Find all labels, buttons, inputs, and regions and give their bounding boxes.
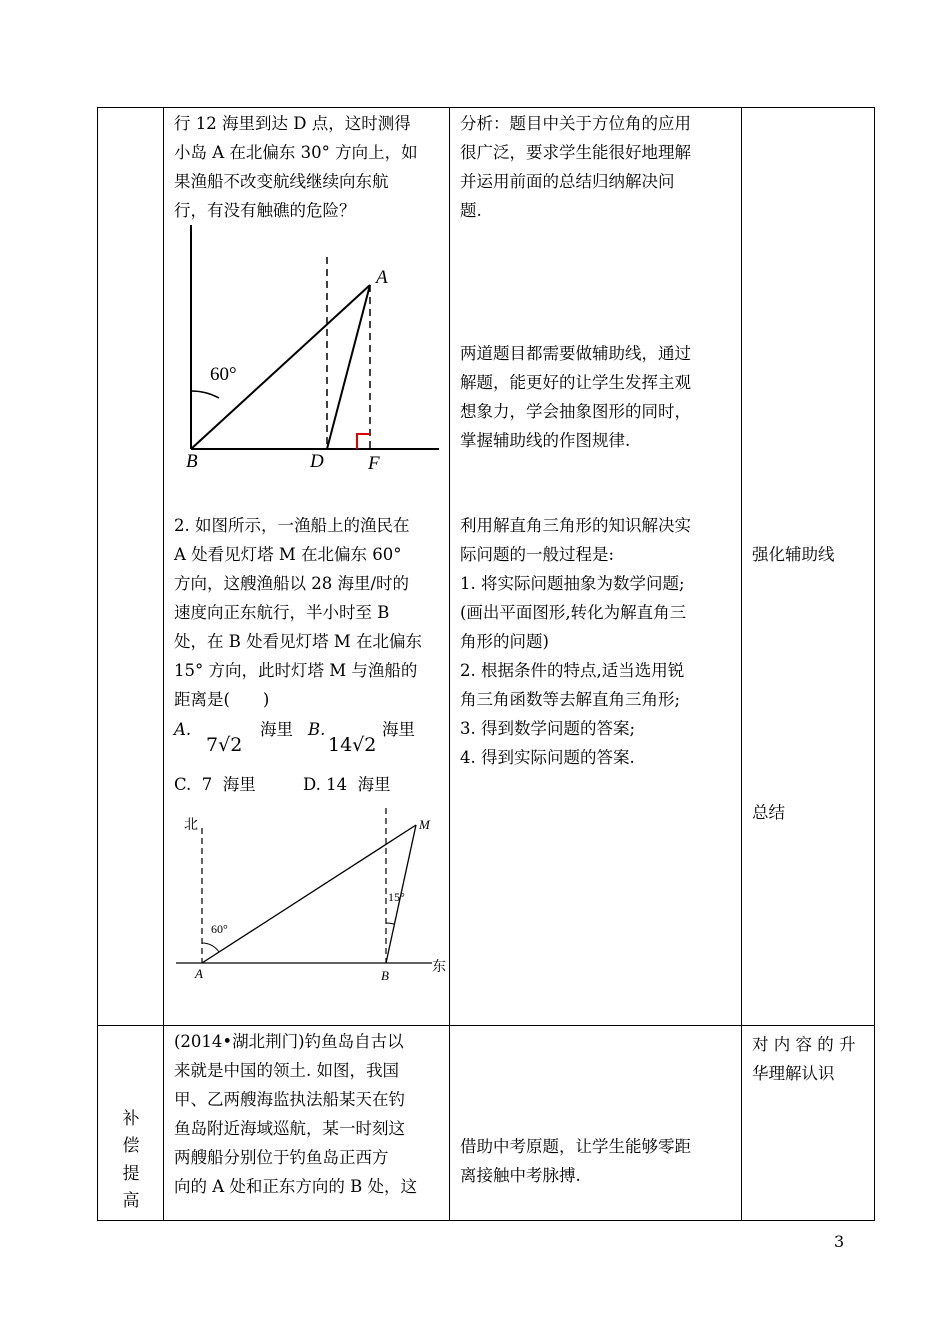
- text-line: 想象力，学会抽象图形的同时，: [460, 402, 691, 421]
- label-char: 补: [122, 1109, 140, 1129]
- option-b-unit: 海里: [382, 720, 415, 739]
- text-line: 华理解认识: [752, 1064, 835, 1083]
- text-line: 2. 根据条件的特点,适当选用锐: [460, 661, 685, 680]
- text-line: 际问题的一般过程是:: [460, 545, 615, 564]
- text-line: 速度向正东航行，半小时至 B: [174, 603, 390, 622]
- text-line: 方向，这艘渔船以 28 海里/时的: [174, 574, 410, 593]
- col-border-2: [163, 107, 164, 1221]
- option-b-label: B.: [308, 720, 326, 739]
- point-f-label: F: [368, 453, 380, 474]
- summary-note: 总结: [752, 803, 785, 822]
- text-line: (2014•湖北荆门)钓鱼岛自古以: [174, 1032, 404, 1051]
- triangle-figure-2: [170, 808, 448, 990]
- table-top-border: [97, 107, 875, 108]
- text-line: 两道题目都需要做辅助线，通过: [460, 344, 691, 363]
- point-b-label: B: [381, 968, 389, 983]
- text-line: 解题，能更好的让学生发挥主观: [460, 373, 691, 392]
- north-label: 北: [184, 818, 198, 833]
- text-line: 来就是中国的领土. 如图，我国: [174, 1061, 399, 1080]
- text-line: 借助中考原题，让学生能够零距: [460, 1137, 691, 1156]
- text-line: 1. 将实际问题抽象为数学问题;: [460, 574, 685, 593]
- text-line: 角形的问题): [460, 632, 549, 651]
- page-number: 3: [834, 1232, 845, 1251]
- text-line: 掌握辅助线的作图规律.: [460, 431, 631, 450]
- angle-label: 60°: [210, 364, 237, 385]
- triangle-figure-1: [174, 222, 446, 474]
- point-a-label: A: [376, 267, 388, 288]
- text-line: (画出平面图形,转化为解直角三: [460, 603, 687, 622]
- text-line: 很广泛，要求学生能很好地理解: [460, 143, 691, 162]
- point-a-label: A: [195, 966, 203, 981]
- option-a-value: 7√2: [206, 734, 243, 756]
- text-line: 并运用前面的总结归纳解决问: [460, 172, 675, 191]
- option-b-value: 14√2: [328, 734, 377, 756]
- col-border-4: [741, 107, 742, 1221]
- label-char: 偿: [122, 1136, 140, 1156]
- text-line: 果渔船不改变航线继续向东航: [174, 172, 389, 191]
- col-border-5: [874, 107, 875, 1221]
- text-line: 4. 得到实际问题的答案.: [460, 748, 635, 767]
- option-a-label: A.: [174, 720, 192, 739]
- text-line: 利用解直角三角形的知识解决实: [460, 516, 691, 535]
- point-d-label: D: [310, 451, 324, 472]
- text-line: 鱼岛附近海域巡航，某一时刻这: [174, 1119, 405, 1138]
- option-a-unit: 海里: [260, 720, 293, 739]
- angle-60-label: 60°: [211, 922, 228, 936]
- text-line: 距离是( ): [174, 690, 270, 709]
- text-line: 题.: [460, 201, 482, 220]
- label-char: 提: [122, 1164, 140, 1184]
- table-bottom-border: [97, 1220, 875, 1221]
- text-line: 离接触中考脉搏.: [460, 1166, 581, 1185]
- text-line: 行，有没有触礁的危险？: [174, 201, 356, 220]
- east-label: 东: [432, 960, 446, 975]
- text-line: A 处看见灯塔 M 在北偏东 60°: [174, 545, 402, 564]
- text-line: 行 12 海里到达 D 点，这时测得: [174, 114, 411, 133]
- label-char: 高: [122, 1191, 140, 1211]
- text-line: 两艘船分别位于钓鱼岛正西方: [174, 1148, 389, 1167]
- point-b-label: B: [186, 451, 198, 472]
- text-line: 小岛 A 在北偏东 30° 方向上，如: [174, 143, 418, 162]
- strengthen-auxiliary-note: 强化辅助线: [752, 545, 835, 564]
- angle-15-label: 15°: [388, 890, 405, 904]
- text-line: 3. 得到数学问题的答案;: [460, 719, 636, 738]
- text-line: 角三角函数等去解直角三角形;: [460, 690, 681, 709]
- col-border-1: [97, 107, 98, 1221]
- text-line: 分析：题目中关于方位角的应用: [460, 114, 691, 133]
- text-line: 2. 如图所示，一渔船上的渔民在: [174, 516, 410, 535]
- text-line: 15° 方向，此时灯塔 M 与渔船的: [174, 661, 418, 680]
- col-border-3: [449, 107, 450, 1221]
- text-line: 处，在 B 处看见灯塔 M 在北偏东: [174, 632, 422, 651]
- row-divider: [97, 1025, 875, 1026]
- text-line: 甲、乙两艘海监执法船某天在钓: [174, 1090, 405, 1109]
- text-line: 向的 A 处和正东方向的 B 处，这: [174, 1177, 418, 1196]
- text-line: 对 内 容 的 升: [752, 1035, 856, 1054]
- point-m-label: M: [419, 817, 430, 832]
- options-c-d: C. 7 海里 D. 14 海里: [174, 775, 391, 794]
